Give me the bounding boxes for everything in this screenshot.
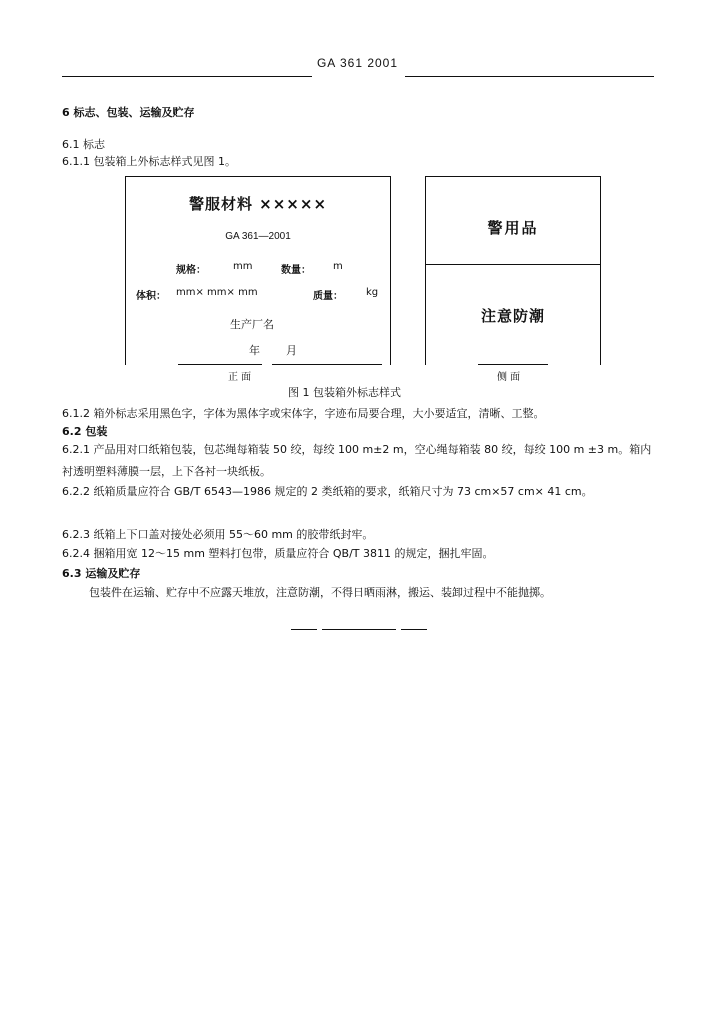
side-caption: 侧 面 [497, 372, 521, 383]
end-rule-middle [322, 629, 396, 630]
front-label-box [125, 176, 391, 365]
end-rule-left [291, 629, 317, 630]
quantity-label: 数量： [281, 265, 311, 276]
section-6-2-4: 6.2.4 捆箱用宽 12～15 mm 塑料打包带，质量应符合 QB/T 3811 的规定，捆扎牢固。 [62, 547, 494, 560]
spec-label: 规格： [176, 265, 206, 276]
front-label-title: 警服材料 ××××× [188, 195, 328, 213]
section-6-2-title: 6.2 包装 [62, 425, 108, 438]
weight-label: 质量： [313, 291, 343, 302]
standard-code-header: GA 361 2001 [316, 56, 399, 70]
year-label: 年 [249, 344, 260, 357]
header-rule-right [405, 76, 654, 77]
front-box-bottom-left [178, 364, 262, 365]
section-6-2-2: 6.2.2 纸箱质量应符合 GB/T 6543—1986 规定的 2 类纸箱的要求，纸箱尺寸为 73 cm×57 cm× 41 cm。 [62, 485, 593, 498]
spec-unit: mm [233, 261, 253, 272]
side-box-bottom [478, 364, 548, 365]
side-label-divider [426, 264, 600, 265]
end-rule-right [401, 629, 427, 630]
section-6-1-title: 6.1 标志 [62, 138, 105, 151]
section-6-2-3: 6.2.3 纸箱上下口盖对接处必须用 55～60 mm 的胶带纸封牢。 [62, 528, 374, 541]
section-6-1-2: 6.1.2 箱外标志采用黑色字，字体为黑体字或宋体字，字迹布局要合理，大小要适宜，清晰、工整。 [62, 407, 545, 420]
weight-unit: kg [366, 287, 379, 298]
volume-label: 体积： [136, 291, 166, 302]
month-label: 月 [286, 344, 297, 357]
side-label-box [425, 176, 601, 365]
volume-value: mm× mm× mm [176, 287, 258, 298]
figure-1-caption: 图 1 包装箱外标志样式 [288, 386, 401, 399]
front-caption: 正 面 [228, 372, 252, 383]
section-6-2-1: 6.2.1 产品用对口纸箱包装，包芯绳每箱装 50 绞，每绞 100 m±2 m，空心绳每箱装 80 绞，每绞 100 m ±3 m。箱内衬透明塑料薄膜一层，上下各衬一块纸板。 [62, 443, 652, 478]
side-label-police-goods: 警用品 [487, 219, 539, 237]
front-box-bottom-right [272, 364, 382, 365]
manufacturer-label: 生产厂名 [230, 318, 274, 331]
section-6-3-title: 6.3 运输及贮存 [62, 567, 141, 580]
side-label-moisture-warning: 注意防潮 [480, 307, 545, 325]
header-rule-left [62, 76, 312, 77]
section-6-title: 6 标志、包装、运输及贮存 [62, 106, 195, 119]
front-label-code: GA 361—2001 [225, 231, 291, 242]
quantity-unit: m [333, 261, 343, 272]
section-6-3-text: 包装件在运输、贮存中不应露天堆放，注意防潮，不得日晒雨淋，搬运、装卸过程中不能抛掷。 [89, 586, 551, 599]
section-6-1-1: 6.1.1 包装箱上外标志样式见图 1。 [62, 155, 236, 168]
